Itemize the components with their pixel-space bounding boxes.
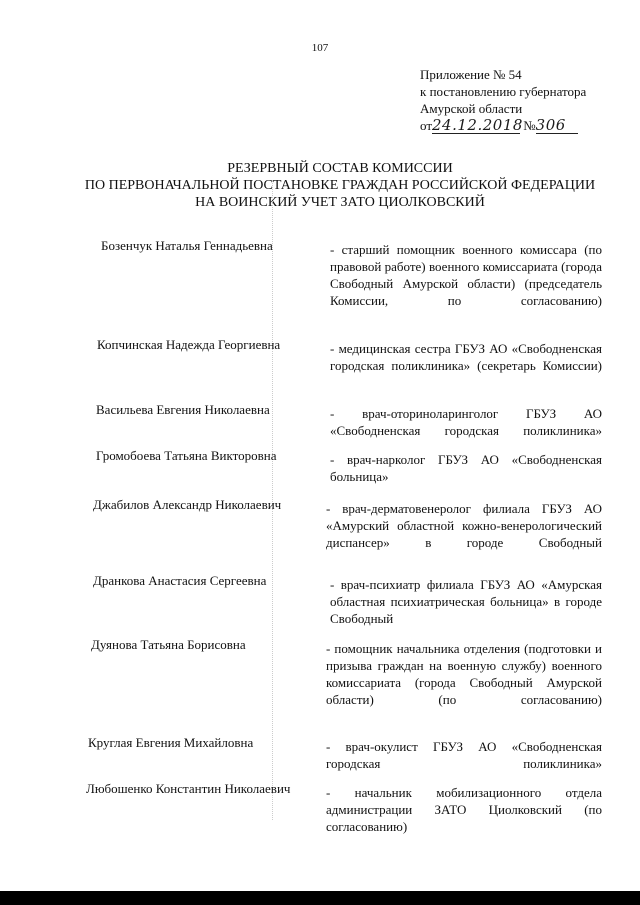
heading-line-1: РЕЗЕРВНЫЙ СОСТАВ КОМИССИИ bbox=[227, 161, 453, 176]
document-heading bbox=[60, 160, 620, 211]
member-name: Дуянова Татьяна Борисовна bbox=[91, 637, 246, 652]
handwritten-date: 24.12.2018 bbox=[432, 116, 523, 134]
heading-line-3: НА ВОИНСКИЙ УЧЕТ ЗАТО ЦИОЛКОВСКИЙ bbox=[195, 195, 485, 210]
member-name: Копчинская Надежда Георгиевна bbox=[97, 337, 281, 352]
heading-line-2: ПО ПЕРВОНАЧАЛЬНОЙ ПОСТАНОВКЕ ГРАЖДАН РОССИЙСКОЙ ФЕДЕРАЦИИ bbox=[84, 178, 596, 193]
member-role: - начальник мобилизационного отдела администрации ЗАТО Циолковский (по согласованию) bbox=[326, 785, 602, 834]
member-name: Бозенчук Наталья Геннадьевна bbox=[101, 238, 273, 253]
member-name: Дранкова Анастасия Сергеевна bbox=[93, 573, 267, 588]
number-prefix: № bbox=[523, 118, 536, 133]
scan-border bbox=[0, 891, 640, 905]
member-role: - помощник начальника отделения (подготовки и призыва граждан на военную службу) военного комиссариата (города Свободный Амурской области) (по согласованию) bbox=[326, 641, 602, 707]
member-role: - врач-оториноларинголог ГБУЗ АО «Свободненская городская поликлиника» bbox=[330, 406, 602, 438]
member-name: Громобоева Татьяна Викторовна bbox=[96, 448, 277, 463]
member-role: - старший помощник военного комиссара (по правовой работе) военного комиссариата (города Свободный Амурской области) (председатель Комиссии, по согласованию) bbox=[330, 242, 602, 308]
handwritten-number: 306 bbox=[536, 117, 578, 134]
member-role: - врач-психиатр филиала ГБУЗ АО «Амурская областная психиатрическая больница» в городе Свободный bbox=[330, 577, 602, 626]
member-role: - медицинская сестра ГБУЗ АО «Свободненская городская поликлиника» (секретарь Комиссии) bbox=[330, 341, 602, 373]
member-name: Круглая Евгения Михайловна bbox=[88, 735, 254, 750]
member-role: - врач-дерматовенеролог филиала ГБУЗ АО «Амурский областной кожно-венерологический диспансер» в городе Свободный bbox=[326, 501, 602, 550]
appendix-line-1: Приложение № 54 bbox=[420, 67, 522, 82]
appendix-block bbox=[420, 66, 586, 134]
member-role: - врач-окулист ГБУЗ АО «Свободненская городская поликлиника» bbox=[326, 739, 602, 771]
member-role: - врач-нарколог ГБУЗ АО «Свободненская больница» bbox=[330, 452, 602, 484]
member-name: Джабилов Александр Николаевич bbox=[93, 497, 282, 512]
appendix-date-line bbox=[420, 117, 586, 134]
date-prefix: от bbox=[420, 118, 433, 133]
member-name: Любошенко Константин Николаевич bbox=[86, 781, 291, 796]
page-number: 107 bbox=[311, 42, 329, 54]
appendix-line-3: Амурской области bbox=[420, 101, 523, 116]
appendix-line-2: к постановлению губернатора bbox=[420, 84, 587, 99]
member-name: Васильева Евгения Николаевна bbox=[96, 402, 270, 417]
